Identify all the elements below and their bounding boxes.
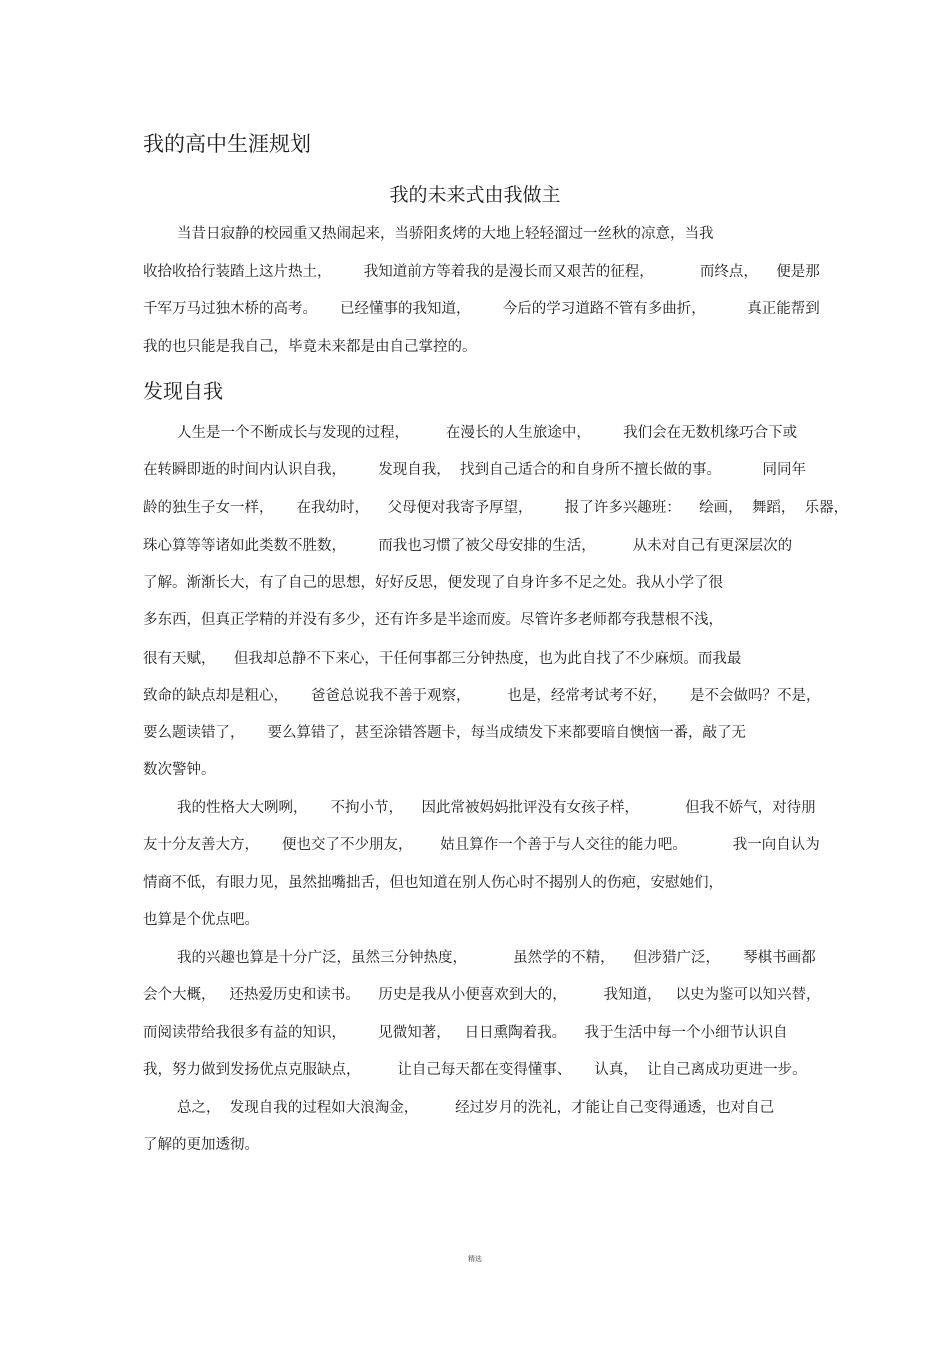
document-title: 我的高中生涯规划 bbox=[143, 132, 311, 156]
paragraph-line: 在转瞬即逝的时间内认识自我， 发现自我， 找到自己适合的和自身所不擅长做的事。 同同年 bbox=[143, 462, 806, 478]
paragraph-line: 也算是个优点吧。 bbox=[143, 912, 259, 928]
paragraph-line: 龄的独生子女一样， 在我幼时， 父母便对我寄予厚望， 报了许多兴趣班： 绘画， 舞蹈， 乐器， bbox=[143, 500, 849, 516]
paragraph-line: 很有天赋， 但我却总静不下来心，干任何事都三分钟热度，也为此自找了不少麻烦。而我最 bbox=[143, 651, 742, 667]
paragraph-line: 数次警钟。 bbox=[143, 762, 216, 778]
paragraph-line: 当昔日寂静的校园重又热闹起来，当骄阳炙烤的大地上轻轻溜过一丝秋的凉意，当我 bbox=[177, 226, 714, 242]
paragraph-line: 人生是一个不断成长与发现的过程， 在漫长的人生旅途中， 我们会在无数机缘巧合下或 bbox=[177, 425, 798, 441]
paragraph-line: 总之， 发现自我的过程如大浪淘金， 经过岁月的洗礼，才能让自己变得通透，也对自己 bbox=[177, 1100, 775, 1116]
section-heading: 发现自我 bbox=[143, 379, 223, 403]
paragraph-line: 我的性格大大咧咧， 不拘小节， 因此常被妈妈批评没有女孩子样， 但我不娇气，对待朋 bbox=[177, 800, 816, 816]
paragraph-line: 千军万马过独木桥的高考。 已经懂事的我知道， 今后的学习道路不管有多曲折， 真正能帮到 bbox=[143, 301, 820, 317]
paragraph-line: 要么题读错了， 要么算错了，甚至涂错答题卡，每当成绩发下来都要暗自懊恼一番，敲了无 bbox=[143, 725, 747, 741]
paragraph-line: 多东西，但真正学精的并没有多少，还有许多是半途而废。尽管许多老师都夸我慧根不浅， bbox=[143, 612, 723, 628]
paragraph-line: 了解。渐渐长大，有了自己的思想，好好反思，便发现了自身许多不足之处。我从小学了很 bbox=[143, 575, 723, 591]
paragraph-line: 致命的缺点却是粗心， 爸爸总说我不善于观察， 也是，经常考试考不好， 是不会做吗？不是， bbox=[143, 688, 821, 704]
document-subtitle: 我的未来式由我做主 bbox=[389, 184, 561, 206]
paragraph-line: 珠心算等等诸如此类数不胜数， 而我也习惯了被父母安排的生活， 从未对自己有更深层次的 bbox=[143, 538, 793, 554]
paragraph-line: 情商不低，有眼力见，虽然拙嘴拙舌，但也知道在别人伤心时不揭别人的伤疤，安慰她们， bbox=[143, 875, 723, 891]
paragraph-line: 我的也只能是我自己，毕竟未来都是由自己掌控的。 bbox=[143, 339, 477, 355]
paragraph-line: 而阅读带给我很多有益的知识， 见微知著， 日日熏陶着我。 我于生活中每一个小细节认识自 bbox=[143, 1025, 788, 1041]
paragraph-line: 我，努力做到发扬优点克服缺点， 让自己每天都在变得懂事、 认真， 让自己离成功更进一步。 bbox=[143, 1062, 807, 1078]
paragraph-line: 会个大概， 还热爱历史和读书。 历史是我从小便喜欢到大的， 我知道， 以史为鉴可以知兴替， bbox=[143, 987, 821, 1003]
page-footer: 精选 bbox=[468, 1255, 482, 1263]
paragraph-line: 我的兴趣也算是十分广泛，虽然三分钟热度， 虽然学的不精， 但涉猎广泛， 琴棋书画都 bbox=[177, 950, 816, 966]
paragraph-line: 收拾收拾行装踏上这片热土， 我知道前方等着我的是漫长而又艰苦的征程， 而终点， 便是那 bbox=[143, 264, 820, 280]
paragraph-line: 了解的更加透彻。 bbox=[143, 1137, 259, 1153]
paragraph-line: 友十分友善大方， 便也交了不少朋友， 姑且算作一个善于与人交往的能力吧。 我一向自认为 bbox=[143, 837, 820, 853]
